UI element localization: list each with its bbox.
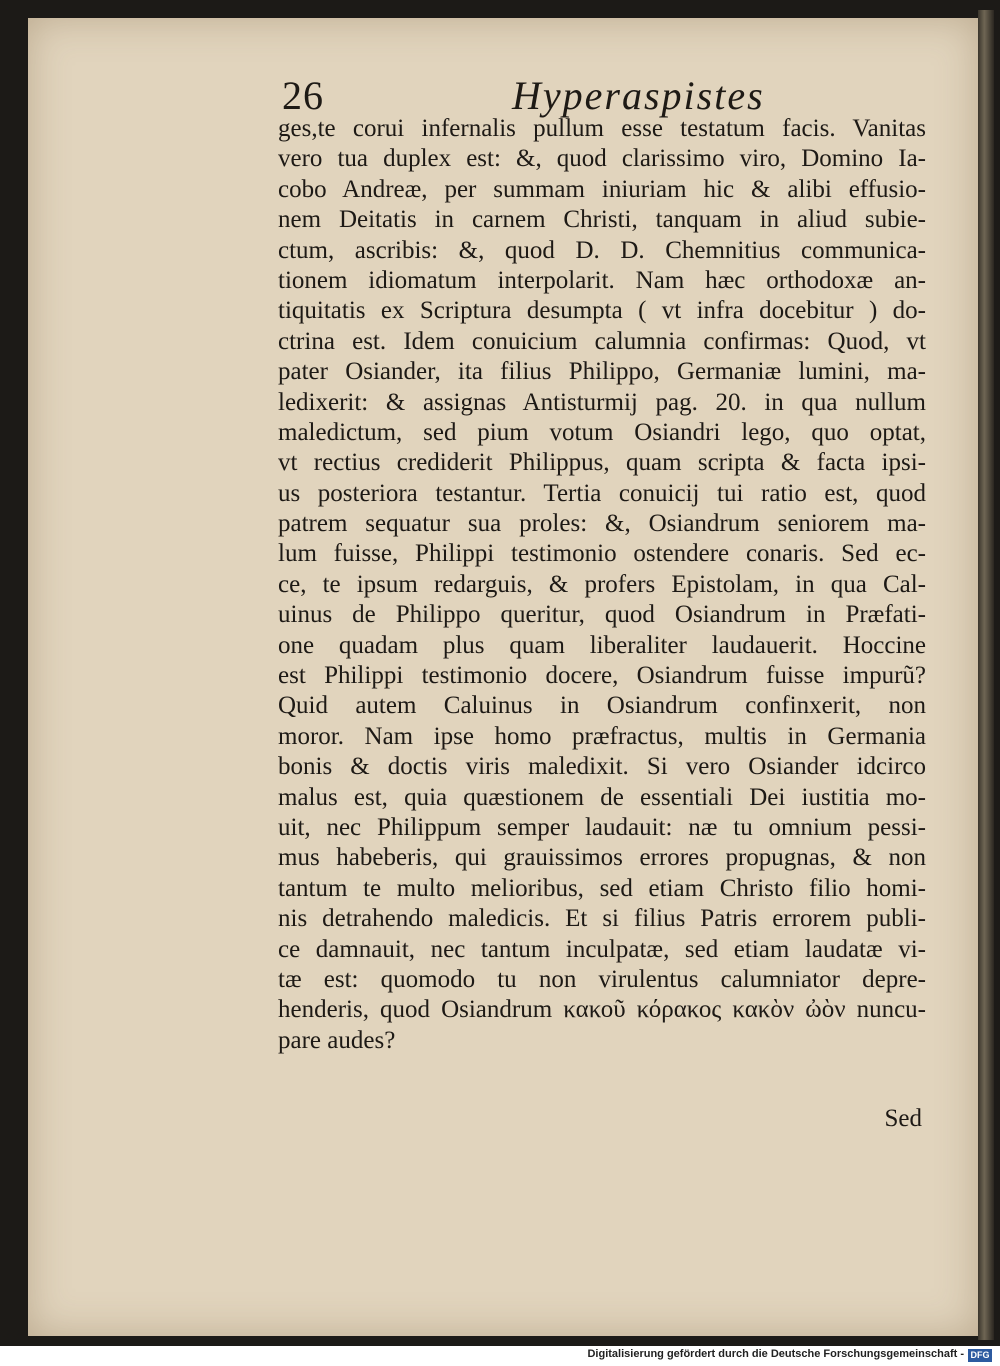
text-line: ledixerit: & assignas Antisturmij pag. 20. in qua nullum bbox=[278, 388, 926, 416]
text-line: vero tua duplex est: &, quod clarissimo viro, Domino Ia- bbox=[278, 145, 926, 173]
text-line: ce, te ipsum redarguis, & profers Epistolam, in qua Cal- bbox=[278, 570, 926, 598]
text-line: henderis, quod Osiandrum κακοῦ κόρακος κακὸν ὠὸν nuncu- bbox=[278, 996, 926, 1024]
text-line: ctum, ascribis: &, quod D. D. Chemnitius communica- bbox=[278, 236, 926, 264]
body-text bbox=[278, 114, 926, 1056]
text-line: tantum te multo melioribus, sed etiam Christo filio homi- bbox=[278, 874, 926, 902]
text-line: malus est, quia quæstionem de essentiali Dei iustitia mo- bbox=[278, 783, 926, 811]
page-number: 26 bbox=[282, 73, 324, 118]
text-line: nis detrahendo maledicis. Et si filius Patris errorem publi- bbox=[278, 905, 926, 933]
text-line: uit, nec Philippum semper laudauit: næ tu omnium pessi- bbox=[278, 813, 926, 841]
text-line: tionem idiomatum interpolarit. Nam hæc orthodoxæ an- bbox=[278, 266, 926, 294]
text-line: moror. Nam ipse homo præfractus, multis in Germania bbox=[278, 722, 926, 750]
text-line: ce damnauit, nec tantum inculpatæ, sed etiam laudatæ vi- bbox=[278, 935, 926, 963]
funding-notice: Digitalisierung gefördert durch die Deutsche Forschungsgemeinschaft - bbox=[587, 1348, 964, 1360]
text-line: tiquitatis ex Scriptura desumpta ( vt infra docebitur ) do- bbox=[278, 297, 926, 325]
text-line: lum fuisse, Philippi testimonio ostendere conaris. Sed ec- bbox=[278, 540, 926, 568]
text-line: maledictum, sed pium votum Osiandri lego, quo optat, bbox=[278, 418, 926, 446]
text-line: one quadam plus quam liberaliter laudauerit. Hoccine bbox=[278, 631, 926, 659]
text-line: pater Osiander, ita filius Philippo, Germaniæ lumini, ma- bbox=[278, 358, 926, 386]
running-title: Hyperaspistes bbox=[512, 73, 765, 118]
dfg-logo: DFG bbox=[968, 1349, 992, 1362]
text-line: vt rectius crediderit Philippus, quam scripta & facta ipsi- bbox=[278, 449, 926, 477]
text-line: Quid autem Caluinus in Osiandrum confinxerit, non bbox=[278, 692, 926, 720]
book-binding-edge bbox=[978, 10, 994, 1340]
text-line: pare audes? bbox=[278, 1026, 396, 1054]
text-line: nem Deitatis in carnem Christi, tanquam in aliud subie- bbox=[278, 206, 926, 234]
text-line: mus habeberis, qui grauissimos errores propugnas, & non bbox=[278, 844, 926, 872]
text-line: est Philippi testimonio docere, Osiandrum fuisse impurũ? bbox=[278, 662, 926, 690]
catchword: Sed bbox=[884, 1105, 922, 1132]
text-line: uinus de Philippo queritur, quod Osiandrum in Præfati- bbox=[278, 601, 926, 629]
text-line: patrem sequatur sua proles: &, Osiandrum seniorem ma- bbox=[278, 510, 926, 538]
footer-bar bbox=[0, 1346, 1000, 1366]
text-line: tæ est: quomodo tu non virulentus calumniator depre- bbox=[278, 965, 926, 993]
text-line: ges,te corui infernalis pullum esse testatum facis. Vanitas bbox=[278, 115, 926, 142]
text-line: us posteriora testantur. Tertia conuicij tui ratio est, quod bbox=[278, 479, 926, 507]
text-line: cobo Andreæ, per summam iniuriam hic & alibi effusio- bbox=[278, 175, 926, 203]
text-line: ctrina est. Idem conuicium calumnia confirmas: Quod, vt bbox=[278, 327, 926, 355]
text-line: bonis & doctis viris maledixit. Si vero Osiander idcirco bbox=[278, 753, 926, 781]
